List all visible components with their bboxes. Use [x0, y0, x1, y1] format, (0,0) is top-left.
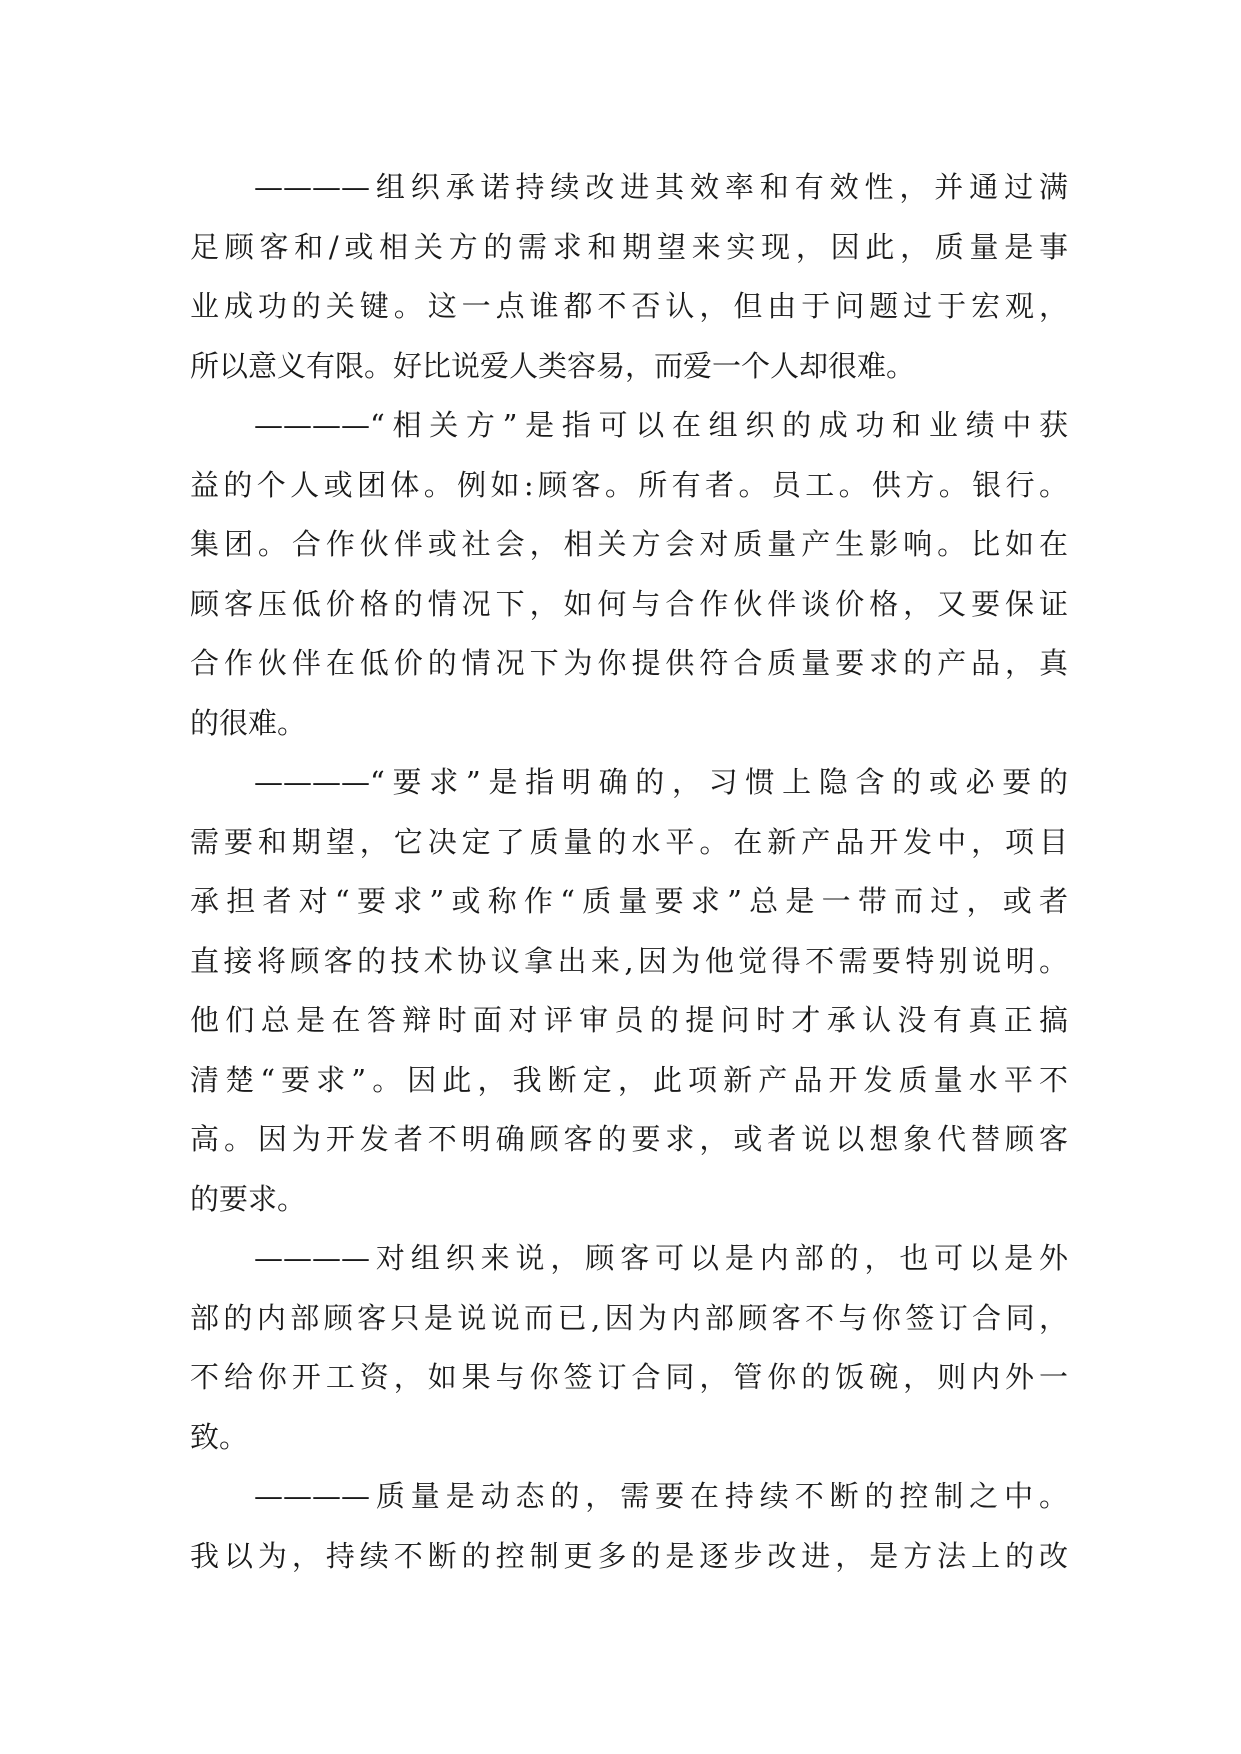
text-line: ————“相关方”是指可以在组织的成功和业绩中获 — [254, 408, 1068, 442]
text-line: 我以为，持续不断的控制更多的是逐步改进，是方法上的改 — [190, 1538, 1068, 1573]
text-line: 顾客压低价格的情况下，如何与合作伙伴谈价格，又要保证 — [190, 586, 1068, 621]
text-line: 合作伙伴在低价的情况下为你提供符合质量要求的产品，真 — [190, 646, 1068, 680]
text-line: 业成功的关键。这一点谁都不否认，但由于问题过于宏观， — [190, 289, 1068, 323]
text-line: 不给你开工资，如果与你签订合同，管你的饭碗，则内外一 — [190, 1360, 1068, 1394]
text-line: 所以意义有限。好比说爱人类容易，而爱一个人却很难。 — [190, 348, 916, 383]
text-line: 集团。合作伙伴或社会，相关方会对质量产生影响。比如在 — [190, 527, 1068, 561]
text-line: 足顾客和/或相关方的需求和期望来实现，因此，质量是事 — [190, 229, 1068, 264]
text-line: 的要求。 — [190, 1181, 307, 1216]
text-line: ————对组织来说，顾客可以是内部的，也可以是外 — [254, 1241, 1068, 1275]
text-line: 清楚“要求”。因此，我断定，此项新产品开发质量水平不 — [190, 1062, 1068, 1097]
text-line: 需要和期望，它决定了质量的水平。在新产品开发中，项目 — [190, 824, 1068, 859]
text-line: ————质量是动态的，需要在持续不断的控制之中。 — [254, 1479, 1068, 1513]
text-line: 致。 — [190, 1419, 249, 1454]
text-line: 他们总是在答辩时面对评审员的提问时才承认没有真正搞 — [190, 1003, 1068, 1037]
text-line: 高。因为开发者不明确顾客的要求，或者说以想象代替顾客 — [190, 1122, 1068, 1156]
document-body — [190, 158, 1068, 1586]
text-line: 部的内部顾客只是说说而已,因为内部顾客不与你签订合同， — [190, 1300, 1068, 1335]
text-line: ————“要求”是指明确的，习惯上隐含的或必要的 — [254, 765, 1068, 799]
text-line: 承担者对“要求”或称作“质量要求”总是一带而过，或者 — [190, 884, 1068, 918]
text-line: 的很难。 — [190, 705, 307, 740]
text-line: 益的个人或团体。例如:顾客。所有者。员工。供方。银行。 — [190, 467, 1068, 502]
text-line: ————组织承诺持续改进其效率和有效性，并通过满 — [254, 170, 1068, 204]
text-line: 直接将顾客的技术协议拿出来,因为他觉得不需要特别说明。 — [190, 943, 1068, 978]
